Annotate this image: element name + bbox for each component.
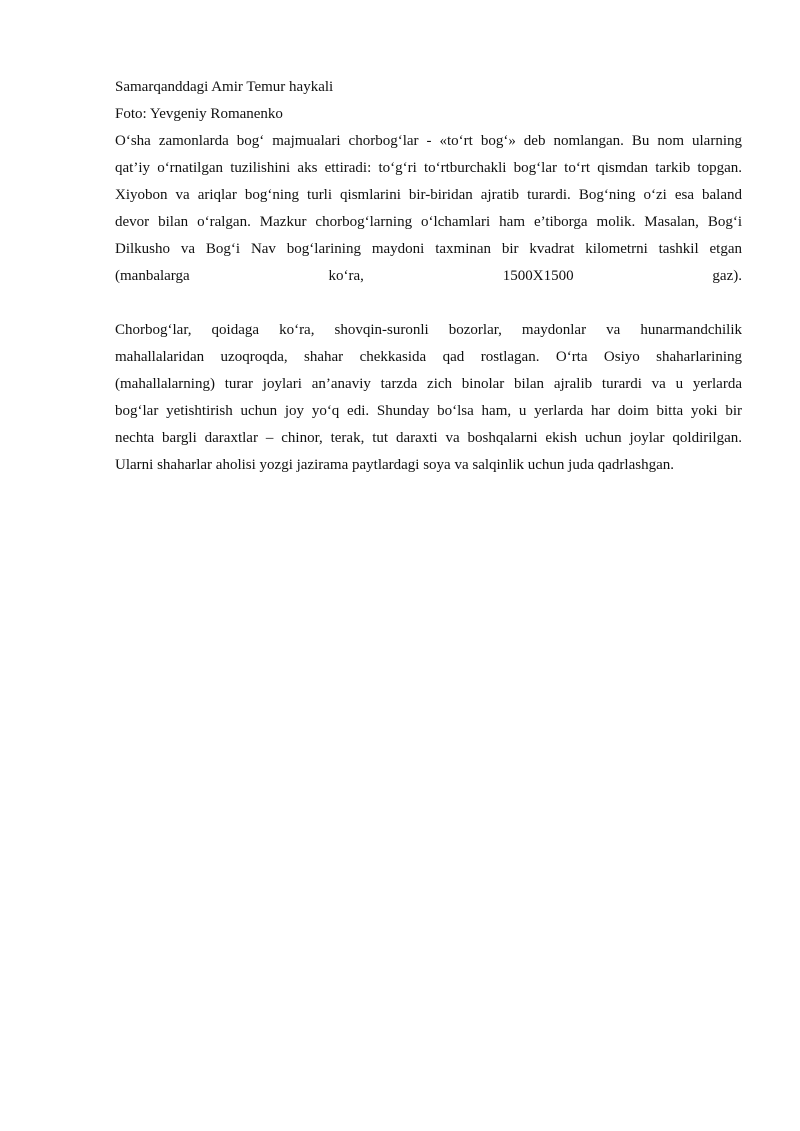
paragraph-line: bog‘lar yetishtirish uchun joy yo‘q edi. Shunday bo‘lsa ham, u yerlarda har doim bitta yoki bir — [115, 403, 742, 419]
document-body — [115, 74, 742, 479]
paragraph-spacer — [115, 290, 742, 317]
paragraph-line: mahallalaridan uzoqroqda, shahar chekkasida qad rostlagan. O‘rta Osiyo shaharlarining — [115, 349, 742, 365]
paragraph-line: Chorbog‘lar, qoidaga ko‘ra, shovqin-suronli bozorlar, maydonlar va hunarmandchilik — [115, 322, 742, 338]
paragraph-line: Ularni shaharlar aholisi yozgi jazirama paytlardagi soya va salqinlik uchun juda qadrlashgan. — [115, 457, 674, 473]
paragraph-line: nechta bargli daraxtlar – chinor, terak, tut daraxti va boshqalarni ekish uchun joylar qoldirilgan. — [115, 430, 742, 446]
paragraph-chorbog-location — [115, 317, 742, 479]
photo-credit: Foto: Yevgeniy Romanenko — [115, 106, 283, 122]
paragraph-line: qat’iy o‘rnatilgan tuzilishini aks ettiradi: to‘g‘ri to‘rtburchakli bog‘lar to‘rt qismdan tarkib topgan. — [115, 160, 742, 176]
paragraph-line: Xiyobon va ariqlar bog‘ning turli qismlarini bir-biridan ajratib turardi. Bog‘ning o‘zi esa baland — [115, 187, 742, 203]
paragraph-line: devor bilan o‘ralgan. Mazkur chorbog‘larning o‘lchamlari ham e’tiborga molik. Masalan, Bog‘i — [115, 214, 742, 230]
paragraph-line: (manbalarga ko‘ra, 1500X1500 gaz). — [115, 268, 742, 284]
photo-caption-title: Samarqanddagi Amir Temur haykali — [115, 79, 334, 95]
paragraph-line: Dilkusho va Bog‘i Nav bog‘larining maydoni taxminan bir kvadrat kilometrni tashkil etgan — [115, 241, 742, 257]
paragraph-line: O‘sha zamonlarda bog‘ majmualari chorbog‘lar - «to‘rt bog‘» deb nomlangan. Bu nom ularning — [115, 133, 742, 149]
paragraph-line: (mahallalarning) turar joylari an’anaviy tarzda zich binolar bilan ajralib turardi va u yerlarda — [115, 376, 742, 392]
paragraph-chorbog-structure — [115, 128, 742, 290]
